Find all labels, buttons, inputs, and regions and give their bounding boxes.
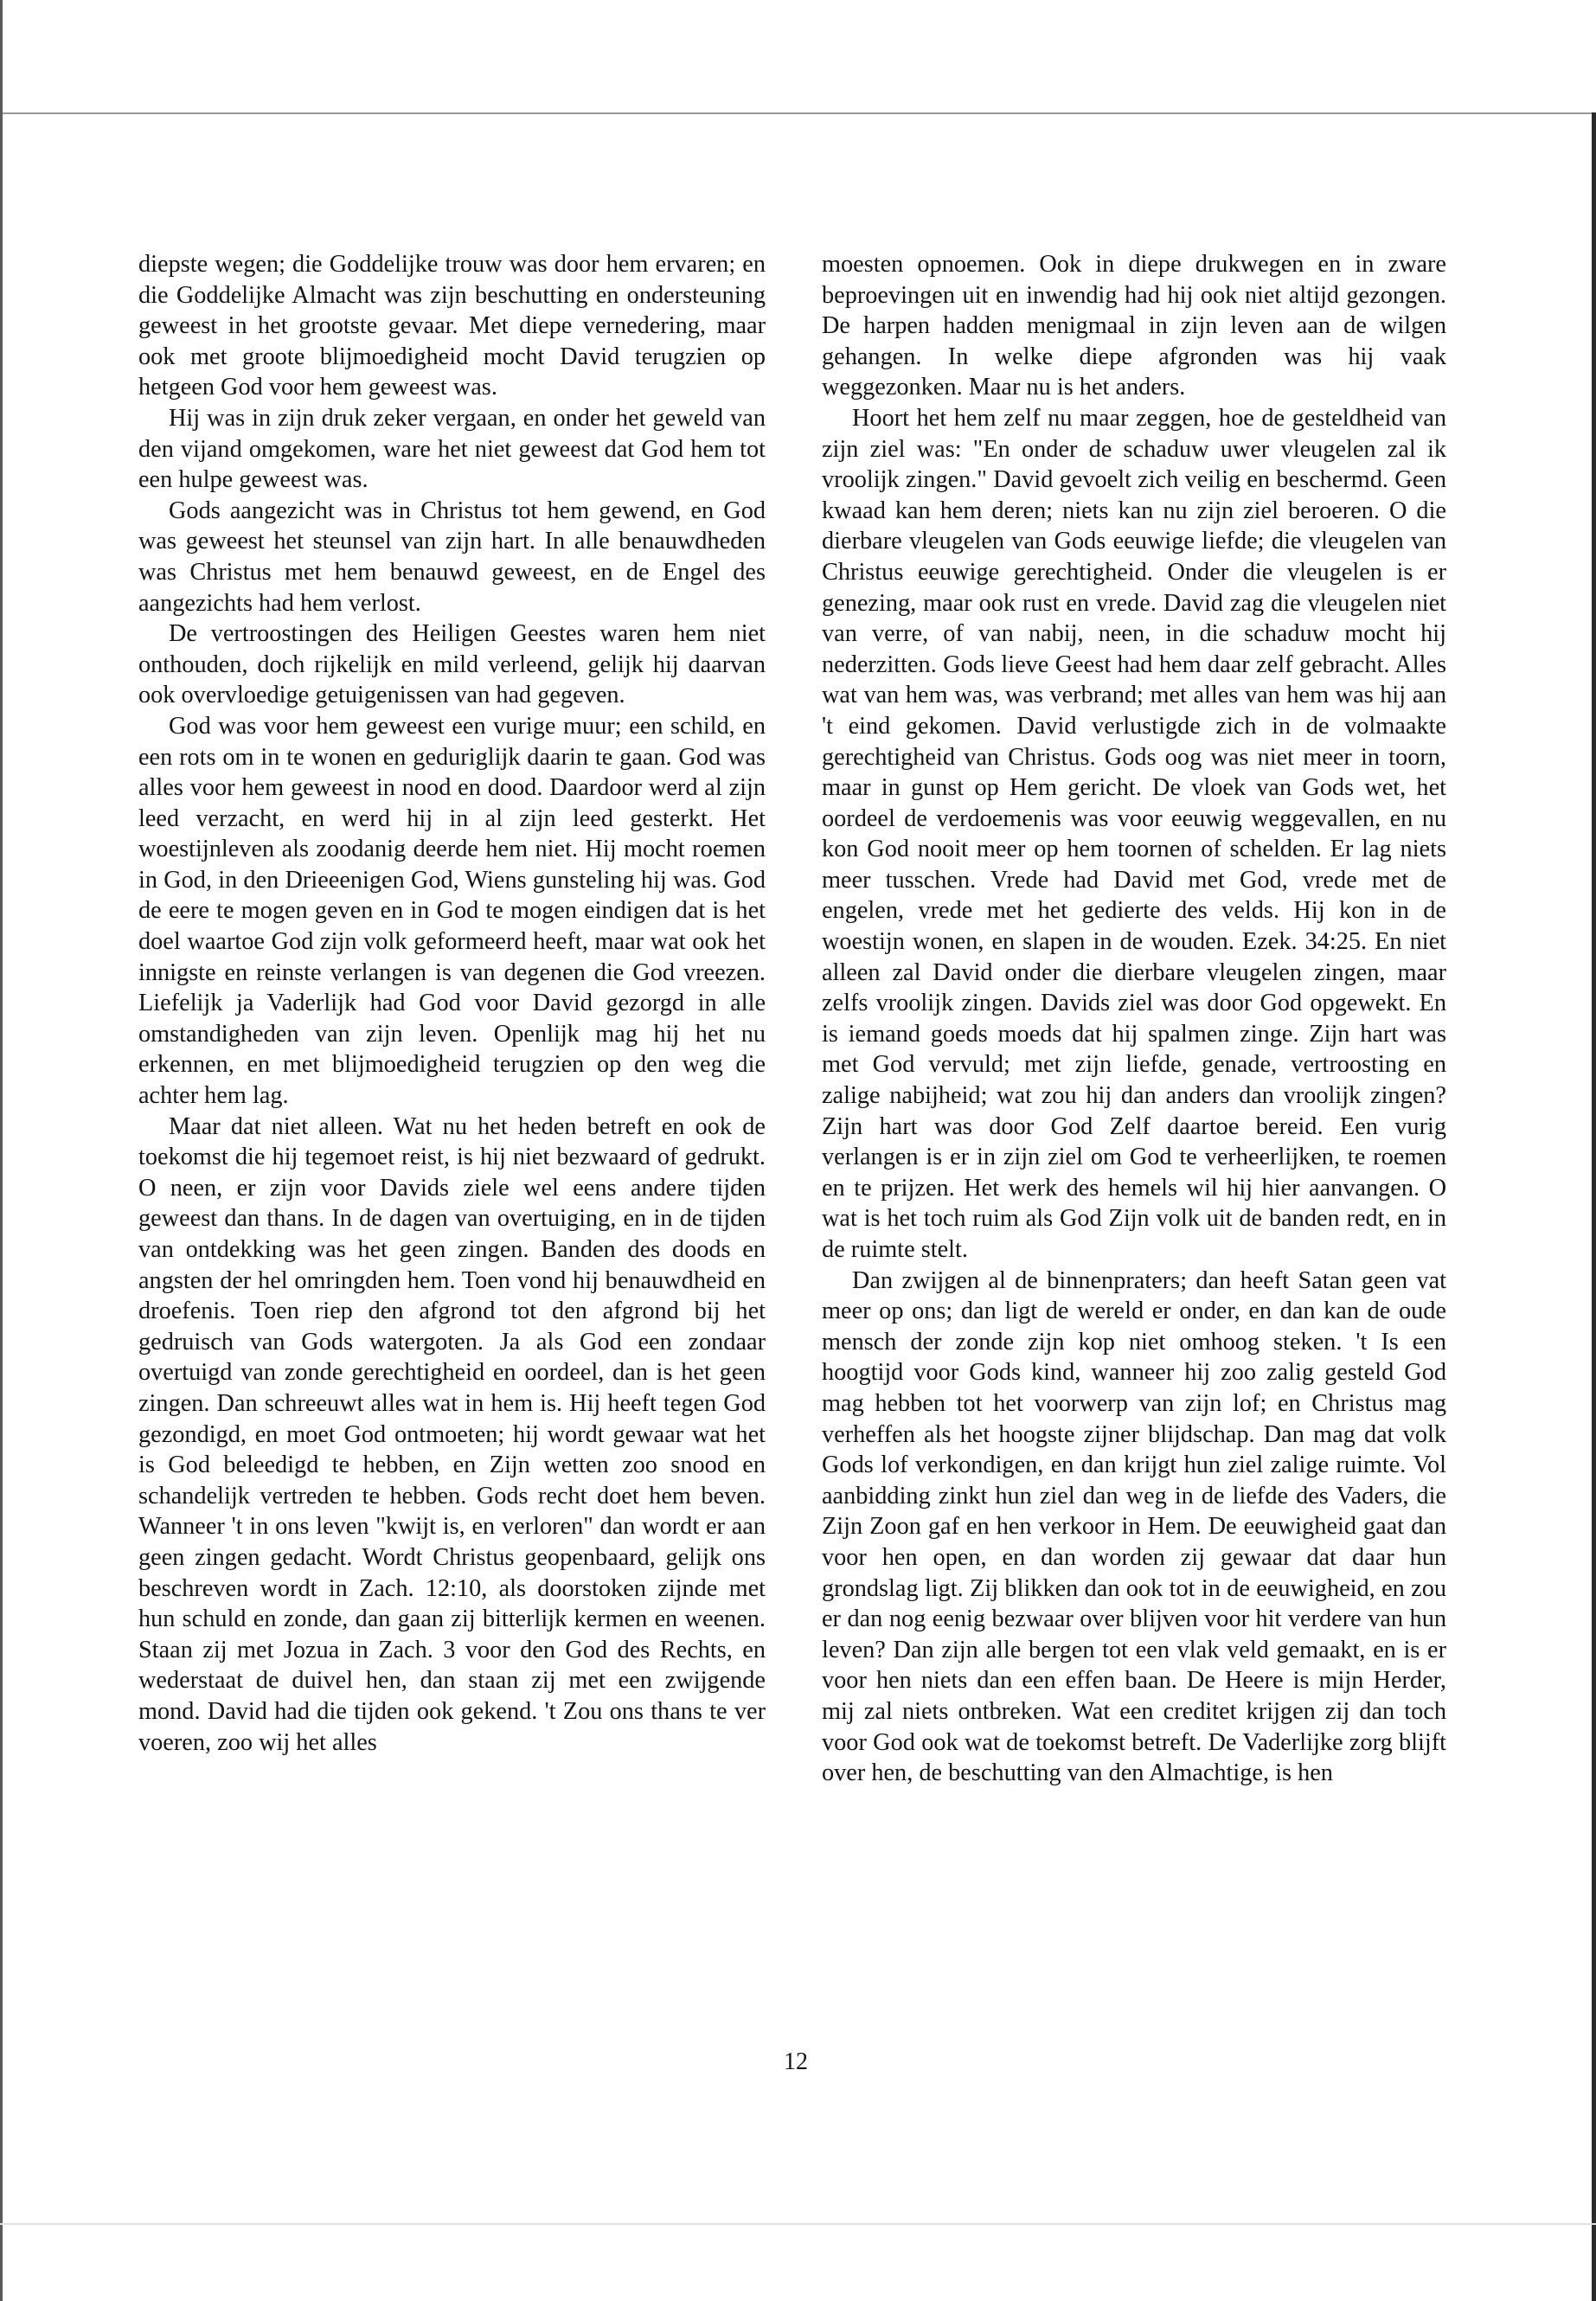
left-paragraph-3: Gods aangezicht was in Christus tot hem gewend, en God was geweest het steunsel van zijn hart. In alle benauwdheden was Christus met hem benauwd geweest, en de Engel des aangezichts had hem verlost. bbox=[138, 497, 766, 617]
right-text-column bbox=[822, 249, 1446, 1789]
left-paragraph-5: God was voor hem geweest een vurige muur; een schild, en een rots om in te wonen en geduriglijk daarin te gaan. God was alles voor hem geweest in nood en dood. Daardoor werd al zijn leed verzacht, en werd hij in al zijn leed gesterkt. Het woestijnleven als zoodanig deerde hem niet. Hij mocht roemen in God, in den Drieeenigen God, Wiens gunsteling hij was. God de eere te mogen geven en in God te mogen eindigen dat is het doel waartoe God zijn volk geformeerd heeft, maar wat ook het innigste en reinste verlangen is van degenen die God vreezen. Liefelijk ja Vaderlijk had God voor David gezorgd in alle omstandigheden van zijn leven. Openlijk mag hij het nu erkennen, en met blijmoedigheid terugzien op den weg die achter hem lag. bbox=[138, 712, 766, 1110]
left-text-column bbox=[138, 249, 766, 1758]
right-paragraph-1: moesten opnoemen. Ook in diepe drukwegen en in zware beproevingen uit en inwendig had hij ook niet altijd gezongen. De harpen hadden menigmaal in zijn leven aan de wilgen gehangen. In welke diepe afgronden was hij vaak weggezonken. Maar nu is het anders. bbox=[822, 251, 1446, 401]
left-paragraph-4: De vertroostingen des Heiligen Geestes waren hem niet onthouden, doch rijkelijk en mild verleend, gelijk hij daarvan ook overvloedige getuigenissen van had gegeven. bbox=[138, 620, 766, 709]
scan-bottom-edge bbox=[0, 2223, 1596, 2225]
page-number: 12 bbox=[784, 2048, 808, 2075]
left-paragraph-6: Maar dat niet alleen. Wat nu het heden betreft en ook de toekomst die hij tegemoet reist, is hij niet bezwaard of gedrukt. O neen, er zijn voor Davids ziele wel eens andere tijden geweest dan thans. In de dagen van overtuiging, en in de tijden van ontdekking was het geen zingen. Banden des doods en angsten der hel omringden hem. Toen vond hij benauwdheid en droefenis. Toen riep den afgrond tot den afgrond bij het gedruisch van Gods watergoten. Ja als God een zondaar overtuigd van zonde gerechtigheid en oordeel, dan is het geen zingen. Dan schreeuwt alles wat in hem is. Hij heeft tegen God gezondigd, en moet God ontmoeten; hij wordt gewaar wat het is God beleedigd te hebben, en Zijn wetten zoo snood en schandelijk vertreden te hebben. Gods recht doet hem beven. Wanneer 't in ons leven "kwijt is, en verloren" dan wordt er aan geen zingen gedacht. Wordt Christus geopenbaard, gelijk ons beschreven wordt in Zach. 12:10, als doorstoken zijnde met hun schuld en zonde, dan gaan zij bitterlijk kermen en weenen. Staan zij met Jozua in Zach. 3 voor den God des Rechts, en wederstaat de duivel hen, dan staan zij met een zwijgende mond. David had die tijden ook gekend. 't Zou ons thans te ver voeren, zoo wij het alles bbox=[138, 1112, 766, 1756]
left-paragraph-2: Hij was in zijn druk zeker vergaan, en onder het geweld van den vijand omgekomen, ware het niet geweest dat God hem tot een hulpe geweest was. bbox=[138, 404, 766, 494]
left-paragraph-1: diepste wegen; die Goddelijke trouw was door hem ervaren; en die Goddelijke Almacht was zijn beschutting en ondersteuning geweest in het grootste gevaar. Met diepe vernedering, maar ook met groote blijmoedigheid mocht David terugzien op hetgeen God voor hem geweest was. bbox=[138, 251, 766, 401]
right-paragraph-2: Hoort het hem zelf nu maar zeggen, hoe de gesteldheid van zijn ziel was: "En onder de schaduw uwer vleugelen zal ik vroolijk zingen." David gevoelt zich veilig en beschermd. Geen kwaad kan hem deren; niets kan nu zijn ziel beroeren. O die dierbare vleugelen van Gods eeuwige liefde; die vleugelen van Christus eeuwige gerechtigheid. Onder die vleugelen is er genezing, maar ook rust en vrede. David zag die vleugelen niet van verre, of van nabij, neen, in die schaduw mocht hij nederzitten. Gods lieve Geest had hem daar zelf gebracht. Alles wat van hem was, was verbrand; met alles van hem was hij aan 't eind gekomen. David verlustigde zich in de volmaakte gerechtigheid van Christus. Gods oog was niet meer in toorn, maar in gunst op Hem gericht. De vloek van Gods wet, het oordeel de verdoemenis was voor eeuwig weggevallen, en nu kon God nooit meer op hem toornen of schelden. Er lag niets meer tusschen. Vrede had David met God, vrede met de engelen, vrede met het gedierte des velds. Hij kon in de woestijn wonen, en slapen in de wouden. Ezek. 34:25. En niet alleen zal David onder die dierbare vleugelen zingen, maar zelfs vroolijk zingen. Davids ziel was door God opgewekt. En is iemand goeds moeds dat hij spalmen zinge. Zijn hart was met God vervuld; met zijn liefde, genade, vertroosting en zalige nabijheid; wat zou hij dan anders dan vroolijk zingen? Zijn hart was door God Zelf daartoe bereid. Een vurig verlangen is er in zijn ziel om God te verheerlijken, te roemen en te prijzen. Het werk des hemels wil hij hier aanvangen. O wat is het toch ruim als God Zijn volk uit de banden redt, en in de ruimte stelt. bbox=[822, 404, 1446, 1263]
scan-top-edge bbox=[0, 112, 1596, 114]
scan-right-edge bbox=[1592, 112, 1596, 2301]
scan-left-edge bbox=[0, 0, 3, 2301]
right-paragraph-3: Dan zwijgen al de binnenpraters; dan heeft Satan geen vat meer op ons; dan ligt de wereld er onder, en dan kan de oude mensch der zonde zijn kop niet omhoog steken. 't Is een hoogtijd voor Gods kind, wanneer hij zoo zalig gesteld God mag hebben tot het voorwerp van zijn lof; en Christus mag verheffen als het hoogste zijner blijdschap. Dan mag dat volk Gods lof verkondigen, en dan krijgt hun ziel zalige ruimte. Vol aanbidding zinkt hun ziel dan weg in de liefde des Vaders, die Zijn Zoon gaf en hen verkoor in Hem. De eeuwigheid gaat dan voor hen open, en dan worden zij gewaar dat daar hun grondslag ligt. Zij blikken dan ook tot in de eeuwigheid, en zou er dan nog eenig bezwaar over blijven voor hit verdere van hun leven? Dan zijn alle bergen tot een vlak veld gemaakt, en is er voor hen niets dan een effen baan. De Heere is mijn Herder, mij zal niets ontbreken. Wat een creditet krijgen zij dan toch voor God ook wat de toekomst betreft. De Vaderlijke zorg blijft over hen, de beschutting van den Almachtige, is hen bbox=[822, 1266, 1446, 1787]
